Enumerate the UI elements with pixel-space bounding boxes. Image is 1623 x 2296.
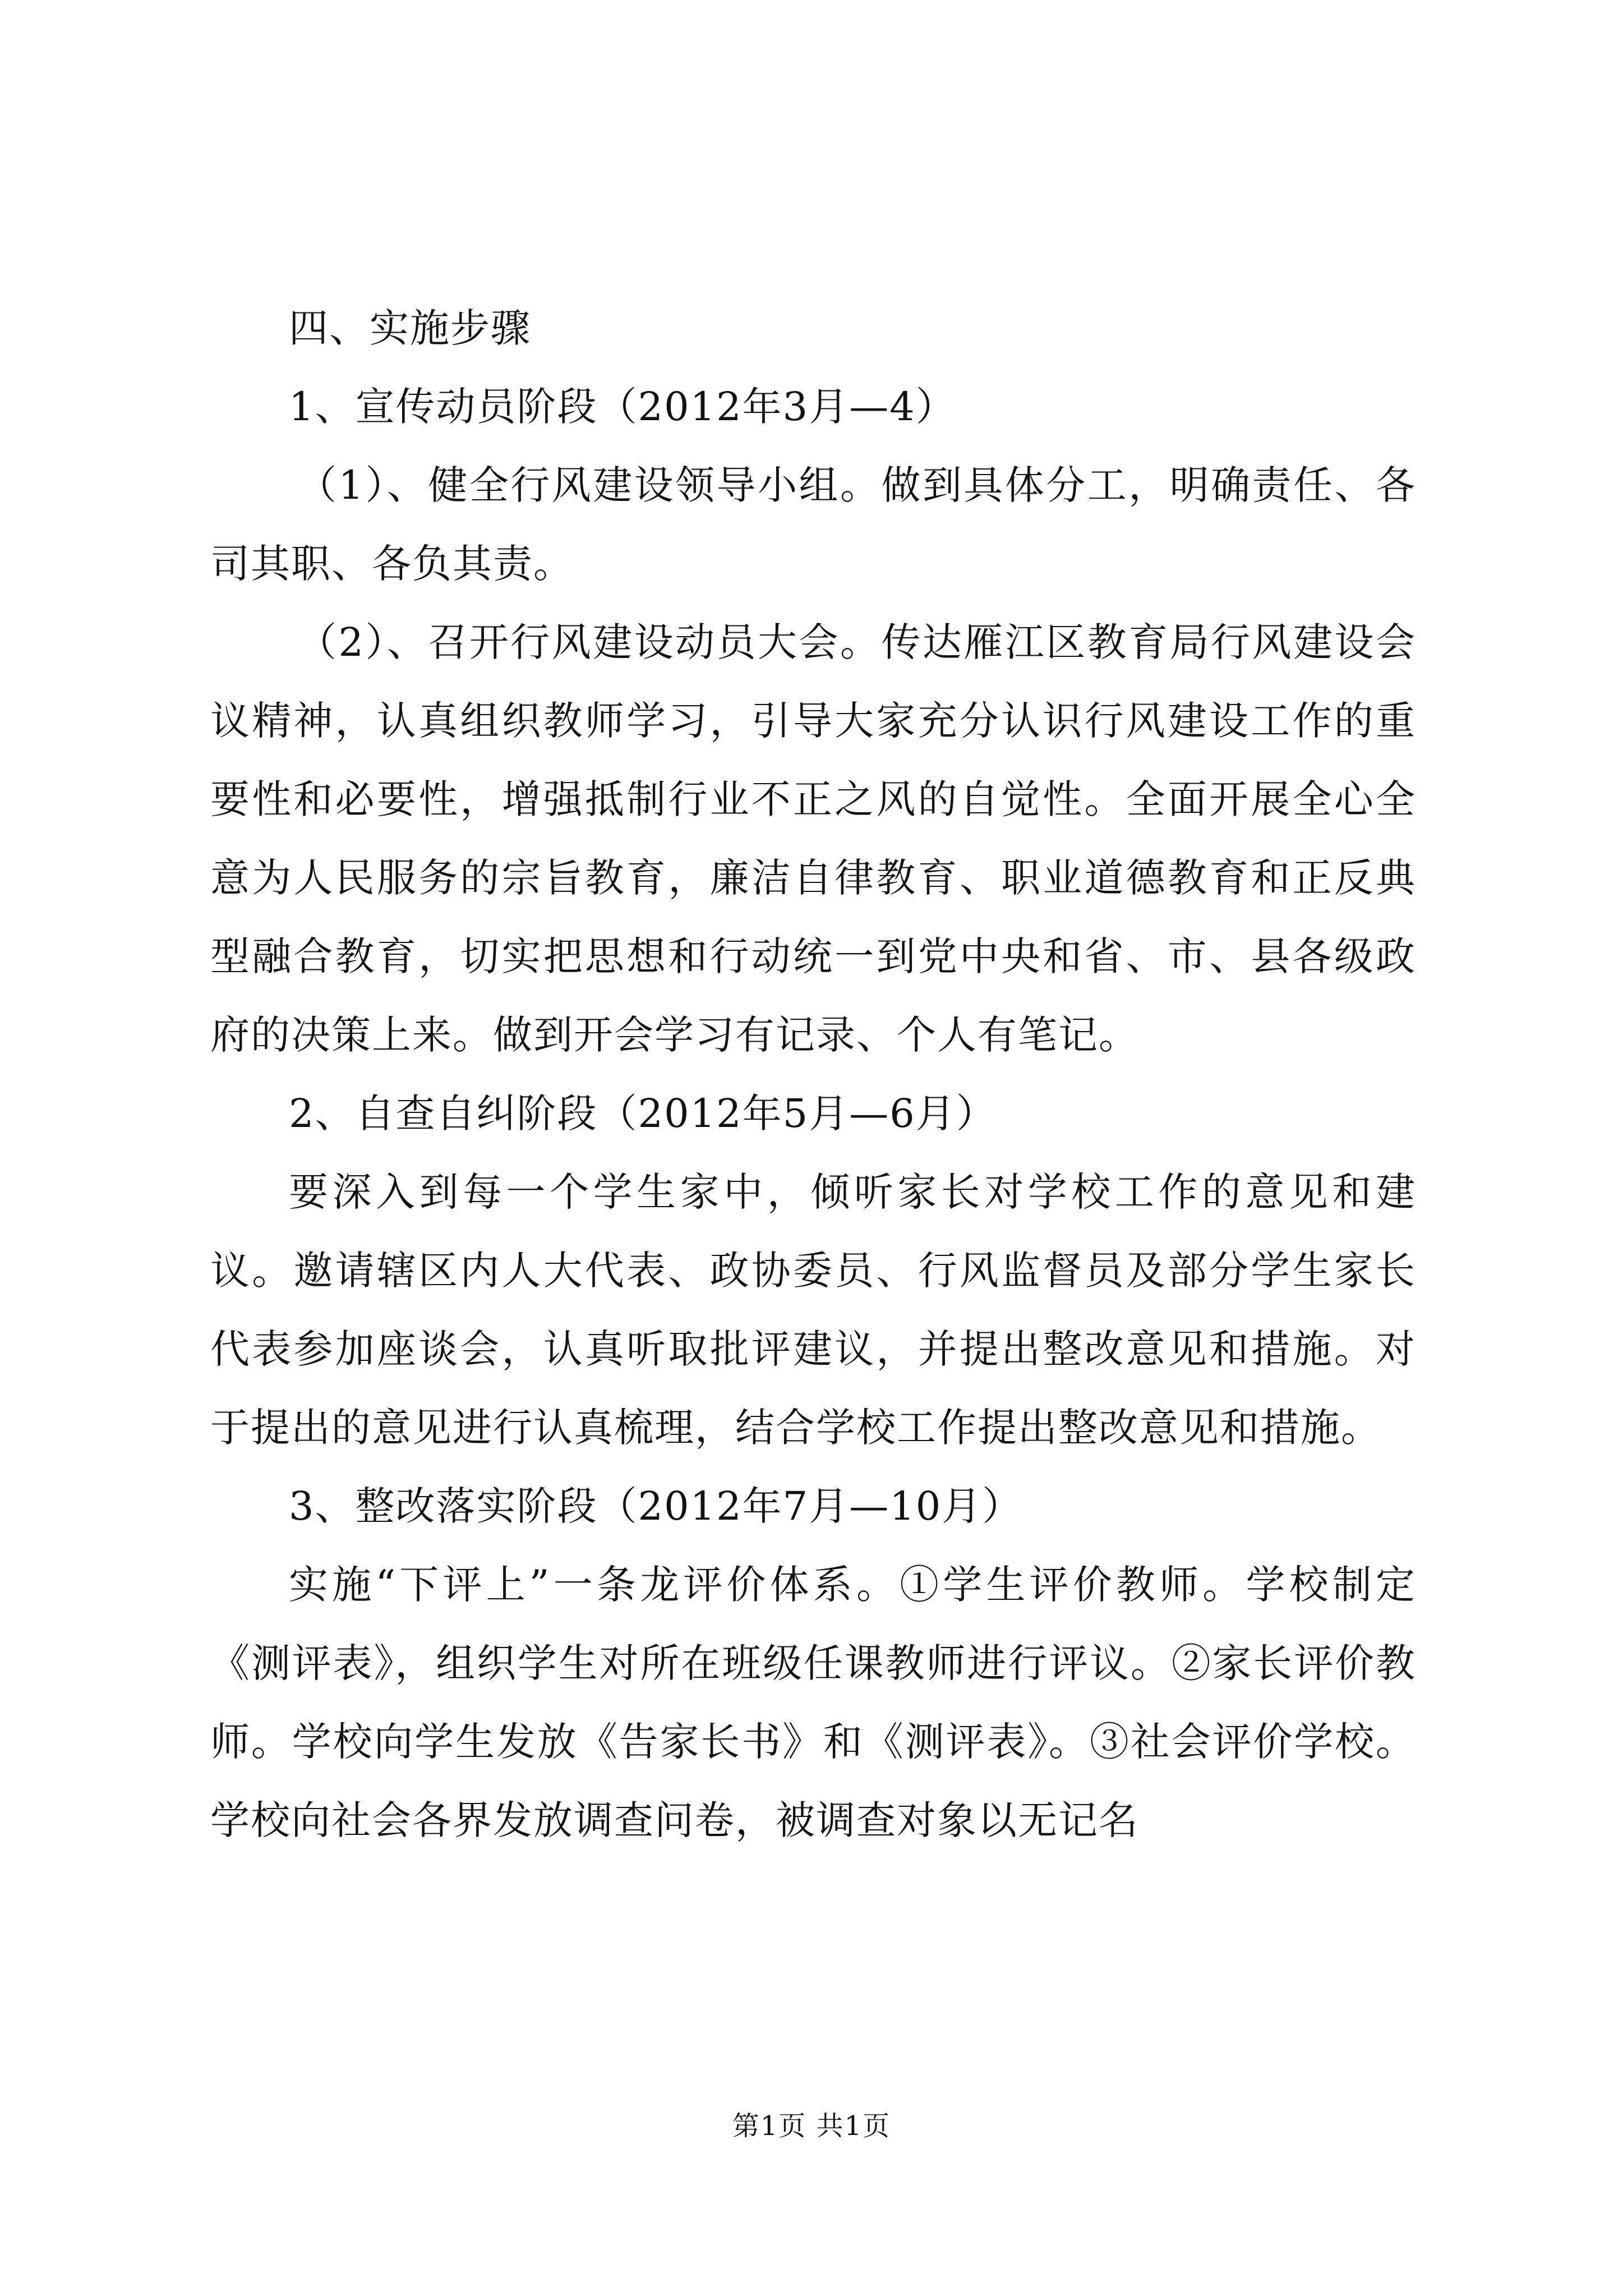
stage-heading: 3、整改落实阶段（2012年7月—10月） <box>289 1483 1023 1529</box>
body-paragraph: （2）、召开行风建设动员大会。传达雁江区教育局行风建设会议精神，认真组织教师学习，引导大家充分认识行风建设工作的重要性和必要性，增强抵制行业不正之风的自觉性。全面开展全心全意为人民服务的宗旨教育，廉洁自律教育、职业道德教育和正反典型融合教育，切实把思想和行动统一到党中央和省、市、县各级政府的决策上来。做到开会学习有记录、个人有笔记。 <box>210 619 1416 1058</box>
body-paragraph: 实施“下评上”一条龙评价体系。①学生评价教师。学校制定《测评表》，组织学生对所在班级任课教师进行评议。②家长评价教师。学校向学生发放《告家长书》和《测评表》。③社会评价学校。学校向社会各界发放调查问卷，被调查对象以无记名 <box>210 1562 1416 1843</box>
stage-heading: 2、自查自纠阶段（2012年5月—6月） <box>289 1091 997 1137</box>
section-heading: 四、实施步骤 <box>289 305 531 351</box>
document-body <box>210 289 1416 1860</box>
page-footer: 第1页 共1页 <box>732 2110 891 2142</box>
body-paragraph: 要深入到每一个学生家中，倾听家长对学校工作的意见和建议。邀请辖区内人大代表、政协委员、行风监督员及部分学生家长代表参加座谈会，认真听取批评建议，并提出整改意见和措施。对于提出的意见进行认真梳理，结合学校工作提出整改意见和措施。 <box>210 1169 1416 1451</box>
stage-heading: 1、宣传动员阶段（2012年3月—4） <box>289 384 956 430</box>
body-paragraph: （1）、健全行风建设领导小组。做到具体分工，明确责任、各司其职、各负其责。 <box>210 462 1416 587</box>
